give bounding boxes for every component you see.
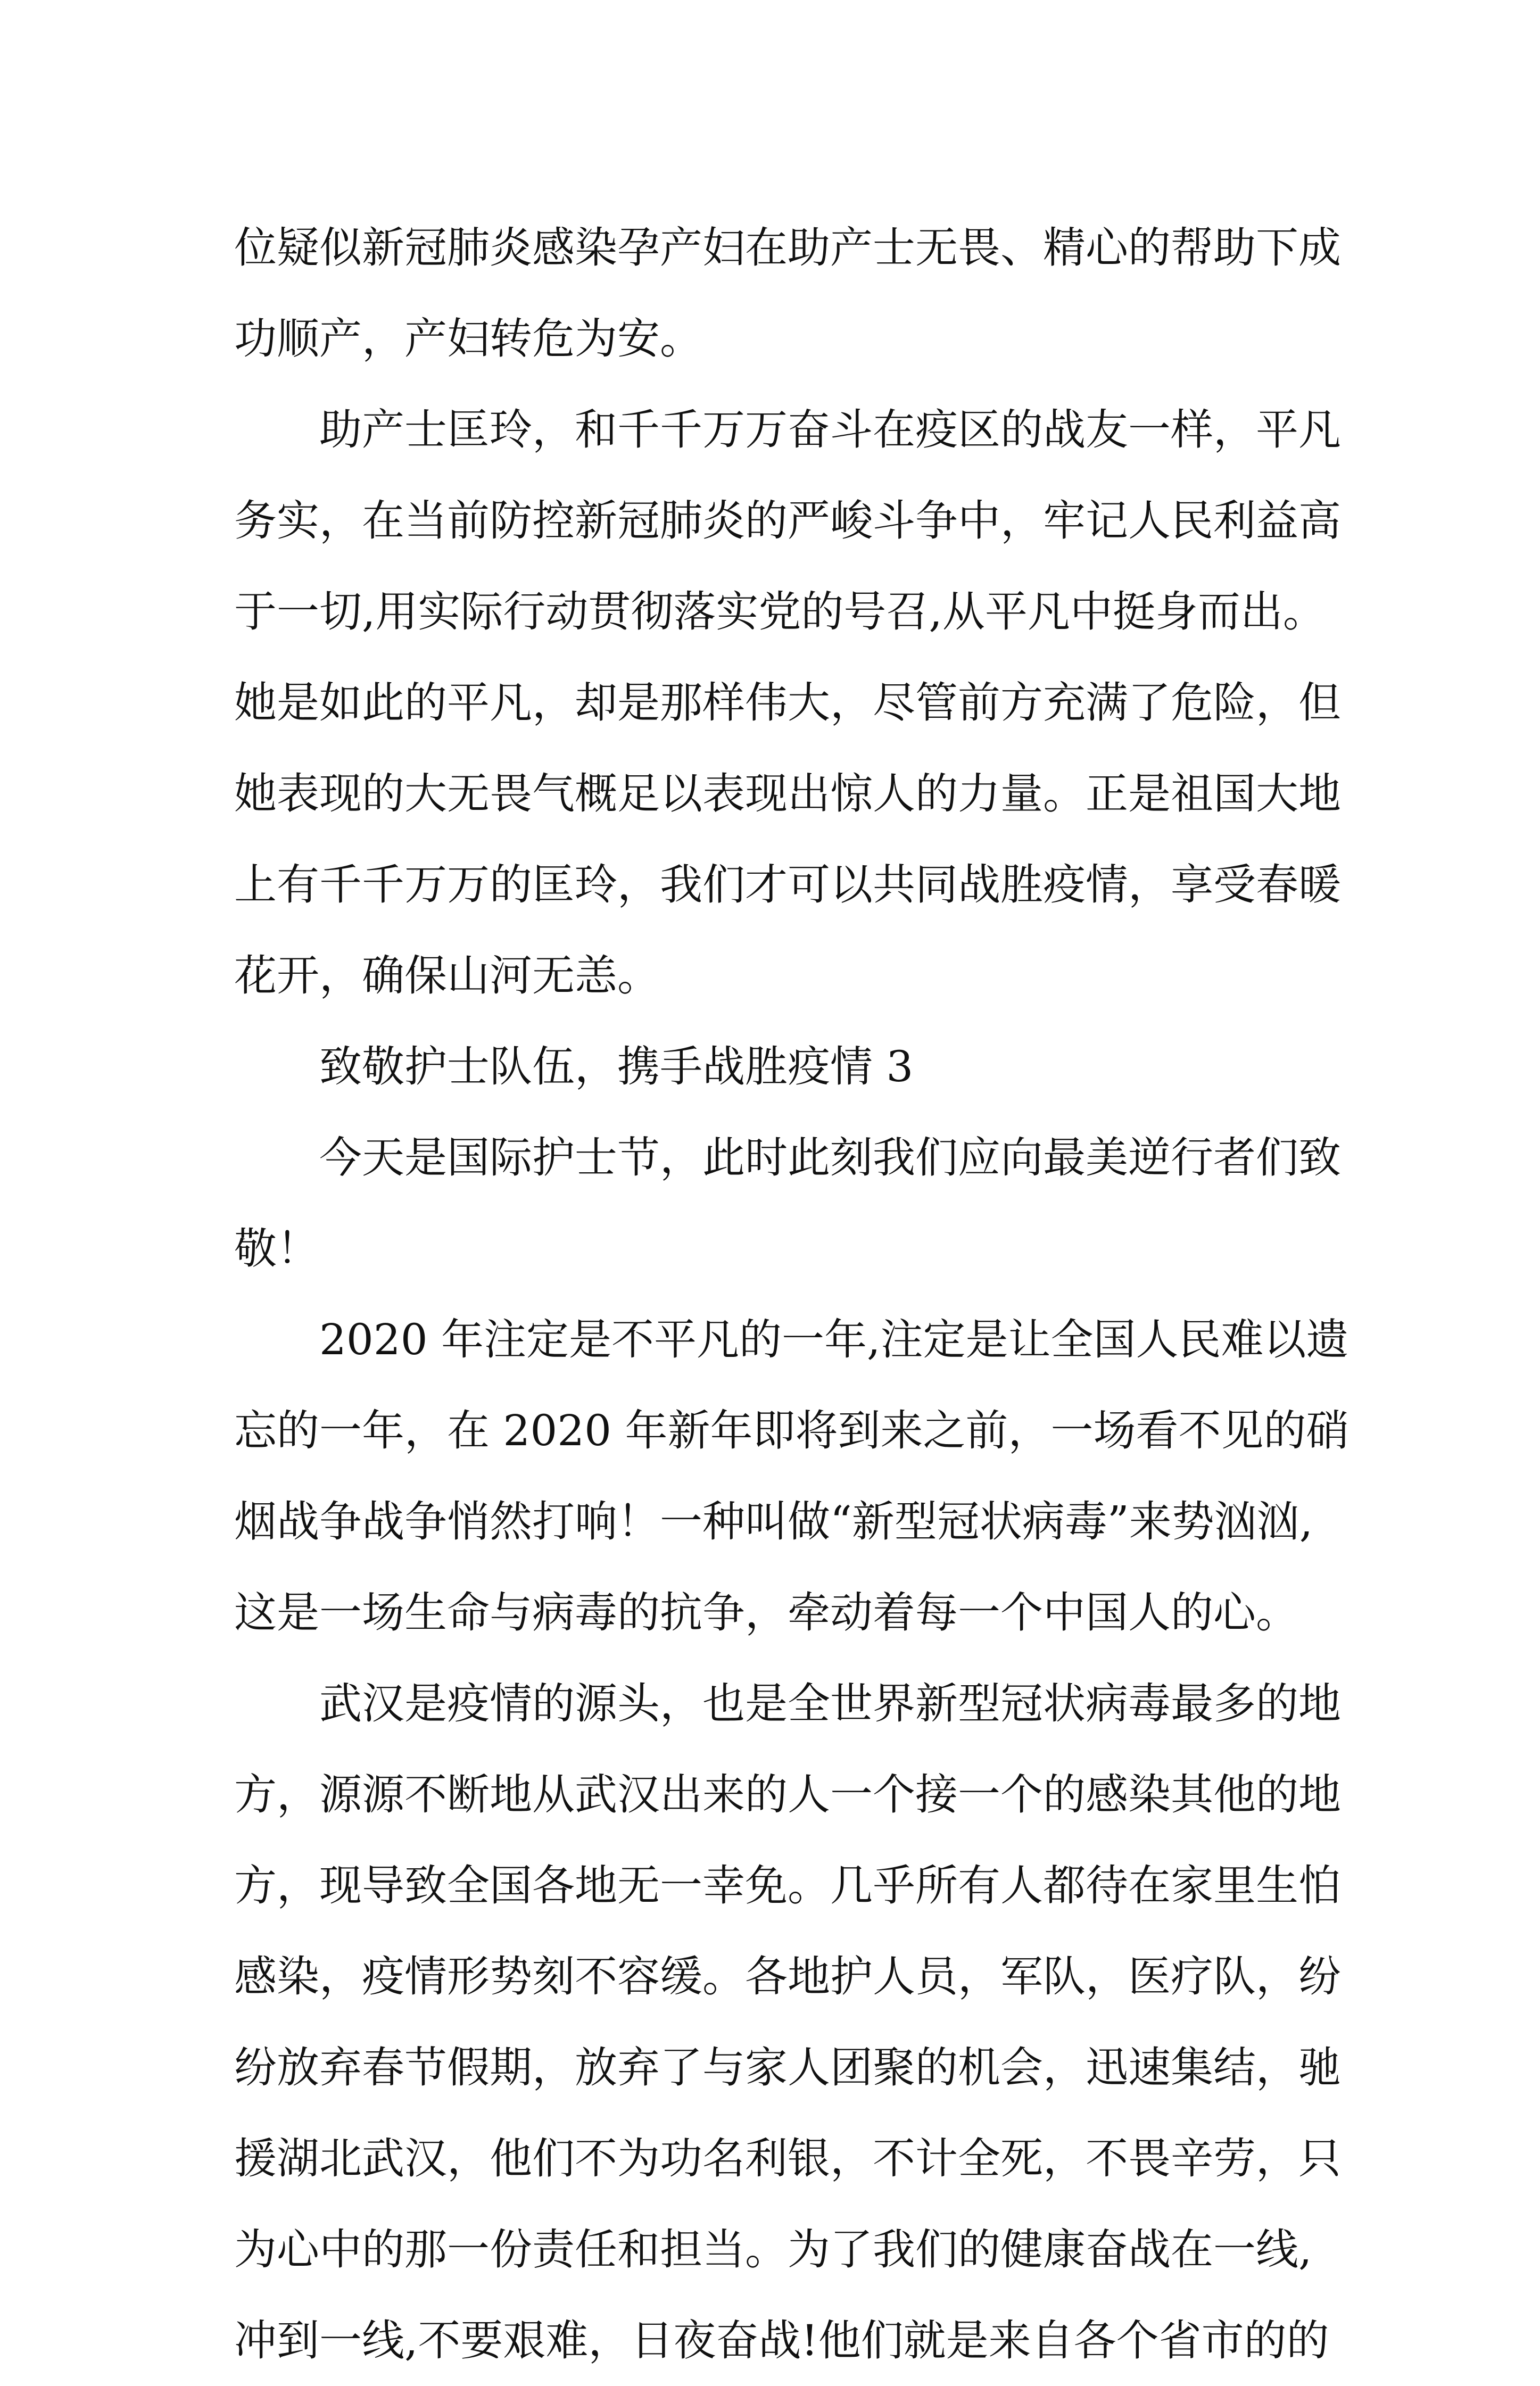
text-line: 位疑似新冠肺炎感染孕产妇在助产士无畏、精心的帮助下成 <box>234 223 1341 272</box>
text-line: 敬！ <box>234 1224 319 1273</box>
text-line: 功顺产，产妇转危为安。 <box>234 314 702 363</box>
text-line: 她是如此的平凡，却是那样伟大，尽管前方充满了危险，但 <box>234 678 1341 727</box>
text-line: 这是一场生命与病毒的抗争，牵动着每一个中国人的心。 <box>234 1588 1298 1637</box>
text-line: 方，现导致全国各地无一幸免。几乎所有人都待在家里生怕 <box>234 1861 1341 1910</box>
text-line: 于一切,用实际行动贯彻落实党的号召,从平凡中挺身而出。 <box>234 587 1326 636</box>
text-line: 为心中的那一份责任和担当。为了我们的健康奋战在一线, <box>234 2225 1312 2274</box>
text-line: 纷放弃春节假期，放弃了与家人团聚的机会，迅速集结，驰 <box>234 2043 1341 2092</box>
text-line: 烟战争战争悄然打响！一种叫做“新型冠状病毒”来势汹汹, <box>234 1497 1313 1546</box>
paragraph-start-line: 2020 年注定是不平凡的一年,注定是让全国人民难以遗 <box>319 1315 1349 1364</box>
text-line: 忘的一年，在 2020 年新年即将到来之前，一场看不见的硝 <box>234 1406 1349 1455</box>
body-text <box>234 202 1349 2386</box>
text-line: 上有千千万万的匡玲，我们才可以共同战胜疫情，享受春暖 <box>234 860 1341 909</box>
text-line: 她表现的大无畏气概足以表现出惊人的力量。正是祖国大地 <box>234 769 1341 818</box>
text-line: 冲到一线,不要艰难，日夜奋战!他们就是来自各个省市的的 <box>234 2316 1329 2365</box>
text-line: 方，源源不断地从武汉出来的人一个接一个的感染其他的地 <box>234 1770 1341 1819</box>
paragraph-start-line: 武汉是疫情的源头，也是全世界新型冠状病毒最多的地 <box>319 1679 1341 1728</box>
text-line: 感染，疫情形势刻不容缓。各地护人员，军队，医疗队，纷 <box>234 1952 1341 2001</box>
paragraph-start-line: 助产士匡玲，和千千万万奋斗在疫区的战友一样，平凡 <box>319 405 1341 454</box>
text-line: 务实，在当前防控新冠肺炎的严峻斗争中，牢记人民利益高 <box>234 496 1341 545</box>
paragraph-start-line: 今天是国际护士节，此时此刻我们应向最美逆行者们致 <box>319 1133 1341 1182</box>
text-line: 援湖北武汉，他们不为功名利银，不计全死，不畏辛劳，只 <box>234 2134 1341 2183</box>
text-line: 花开，确保山河无恙。 <box>234 951 660 1000</box>
section-heading: 致敬护士队伍，携手战胜疫情 3 <box>319 1042 914 1091</box>
